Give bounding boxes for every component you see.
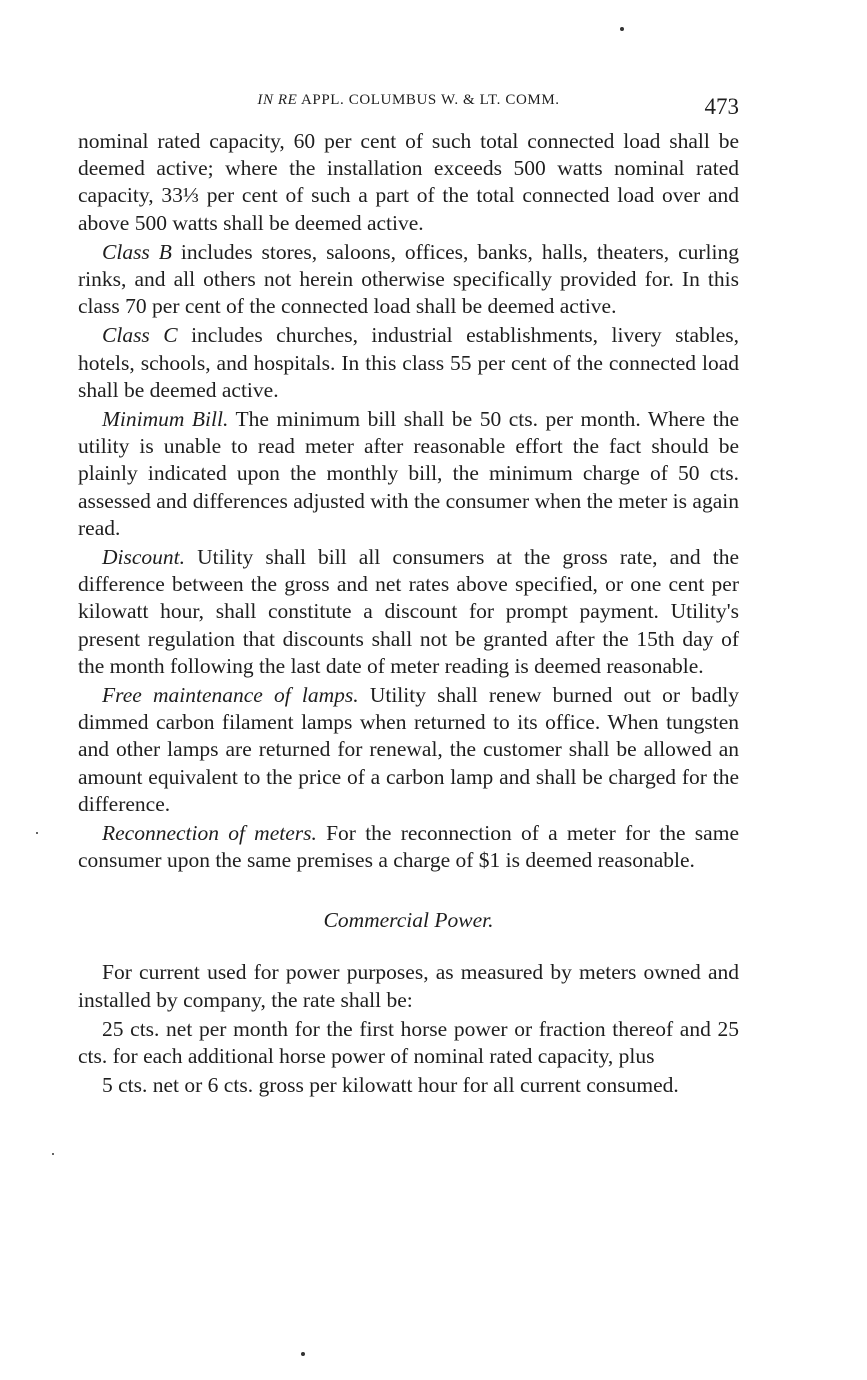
paragraph-text: 5 cts. net or 6 cts. gross per kilowatt hour for all current consumed. — [102, 1073, 679, 1098]
page-number: 473 — [704, 94, 739, 119]
paragraph-class-c — [78, 322, 739, 404]
paragraph-text: Utility shall renew burned out or badly dimmed carbon filament lamps when returned to its office. When tungsten and other lamps are returned for renewal, the customer shall be allowed an amount equivalent to the price of a carbon lamp and shall be charged for the difference. — [78, 683, 739, 816]
paragraph-class-b — [78, 239, 739, 321]
paragraph-power-rate-2 — [78, 1072, 739, 1099]
paragraph-text: nominal rated capacity, 60 per cent of such total connected load shall be deemed active; where the installation exceeds 500 watts nominal rated capacity, 33⅓ per cent of such a part of the total connected load over and above 500 watts shall be deemed active. — [78, 129, 739, 235]
print-speck — [52, 1153, 54, 1155]
paragraph-text: includes churches, industrial establishments, livery stables, hotels, schools, and hospitals. In this class 55 per cent of the connected load shall be deemed active. — [78, 323, 740, 402]
paragraph-lead: Class B — [102, 239, 172, 264]
paragraph-text: includes stores, saloons, offices, banks, halls, theaters, curling rinks, and all others not herein otherwise specifically provided for. In this class 70 per cent of the connected load shall be deemed active. — [78, 239, 739, 319]
page-header — [78, 88, 739, 128]
paragraph-lead: Class C — [102, 323, 178, 348]
print-speck — [620, 27, 624, 31]
paragraph-text: The minimum bill shall be 50 cts. per month. Where the utility is unable to read meter after reasonable effort the fact should be plainly indicated upon the monthly bill, the minimum charge of 50 cts. assessed and differences adjusted with the consumer when the meter is again read. — [78, 407, 739, 540]
paragraph-minimum-bill — [78, 406, 739, 542]
paragraph-continued — [78, 128, 739, 237]
book-page — [78, 88, 739, 1102]
paragraph-reconnection — [78, 820, 739, 874]
section-heading: Commercial Power. — [323, 908, 494, 933]
print-speck — [36, 832, 38, 834]
paragraph-lead: Minimum Bill. — [102, 407, 229, 432]
paragraph-power-rate-1 — [78, 1016, 739, 1070]
paragraph-text: For current used for power purposes, as measured by meters owned and installed by company, the rate shall be: — [78, 960, 739, 1012]
paragraph-text: 25 cts. net per month for the first horse power or fraction thereof and 25 cts. for each additional horse power of nominal rated capacity, plus — [78, 1016, 739, 1069]
paragraph-text: For the reconnection of a meter for the same consumer upon the same premises a charge of $1 is deemed reasonable. — [78, 821, 739, 873]
paragraph-free-maintenance — [78, 682, 739, 818]
running-head — [78, 92, 739, 109]
running-head-italic: IN RE — [257, 92, 298, 108]
paragraph-lead: Free maintenance of lamps. — [102, 683, 359, 708]
paragraph-lead: Discount. — [102, 545, 186, 570]
print-speck — [301, 1352, 305, 1356]
paragraph-text: Utility shall bill all consumers at the gross rate, and the difference between the gross and net rates above specified, or one cent per kilowatt hour, shall constitute a discount for prompt payment. Utility's present regulation that discounts shall not be granted after the 15th day of the month following the last date of meter reading is deemed reasonable. — [78, 545, 739, 678]
paragraph-discount — [78, 544, 739, 680]
paragraph-lead: Reconnection of meters. — [102, 821, 317, 846]
running-head-text: APPL. COLUMBUS W. & LT. COMM. — [297, 92, 560, 108]
paragraph-power-intro — [78, 959, 739, 1013]
